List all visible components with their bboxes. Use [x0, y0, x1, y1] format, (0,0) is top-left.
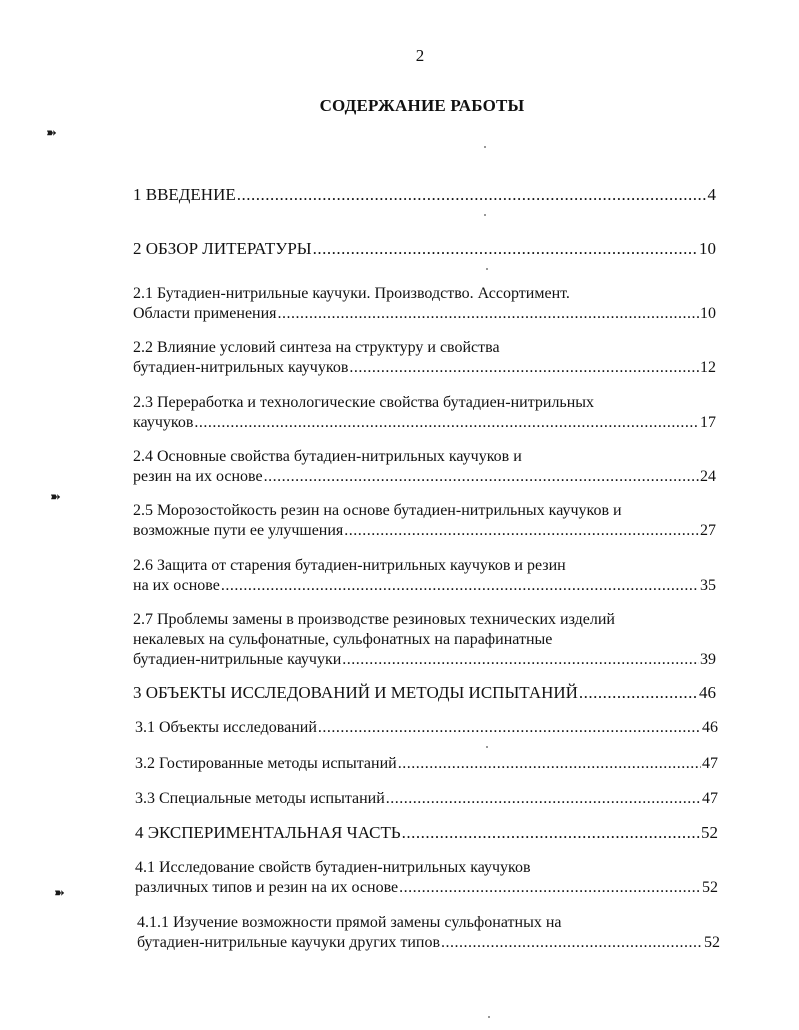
scan-dust-dot: [484, 146, 486, 148]
toc-entry[interactable]: [133, 556, 716, 596]
toc-entry[interactable]: [133, 447, 716, 487]
toc-entry-page: 39: [700, 651, 716, 668]
toc-entry-page: 12: [700, 359, 716, 376]
toc-entry-title: резин на их основе: [133, 468, 263, 485]
toc-entry-title: каучуков: [133, 414, 194, 431]
scan-speck-mark: ➽: [46, 126, 57, 141]
leader-dots: [344, 521, 699, 541]
toc-entry-title: возможные пути ее улучшения: [133, 522, 344, 539]
toc-entry[interactable]: [135, 718, 718, 738]
toc-entry-page: 47: [702, 790, 718, 807]
toc-entry-title: Области применения: [133, 305, 277, 322]
toc-entry-title-line: некалевых на сульфонатные, сульфонатных на парафинатные: [133, 631, 553, 648]
toc-entry-page: 17: [700, 414, 716, 431]
leader-dots: [386, 789, 701, 809]
leader-dots: [313, 239, 698, 259]
toc-entry[interactable]: [137, 913, 720, 953]
toc-entry[interactable]: [133, 610, 716, 670]
scan-dust-dot: [486, 746, 488, 748]
toc-entry-page: 35: [700, 577, 716, 594]
leader-dots: [398, 754, 701, 774]
toc-entry-page: 46: [699, 683, 716, 702]
toc-entry-page: 10: [700, 305, 716, 322]
leader-dots: [221, 576, 699, 596]
toc-entry-title-line: 2.2 Влияние условий синтеза на структуру и свойства: [133, 339, 500, 356]
scan-speck-mark: ➽: [54, 886, 65, 901]
scan-speck-mark: ➽: [50, 490, 61, 505]
toc-entry[interactable]: [133, 338, 716, 378]
toc-entry-page: 10: [699, 239, 716, 258]
toc-entry-title-line: 4.1 Исследование свойств бутадиен-нитрильных каучуков: [135, 859, 531, 876]
toc-entry-title: 4 ЭКСПЕРИМЕНТАЛЬНАЯ ЧАСТЬ: [135, 823, 401, 842]
toc-entry-title: 3.1 Объекты исследований: [135, 719, 317, 736]
toc-entry[interactable]: [133, 185, 716, 205]
toc-entry-title-line: 2.3 Переработка и технологические свойства бутадиен-нитрильных: [133, 394, 595, 411]
page-number: 2: [415, 46, 425, 65]
toc-entry[interactable]: [133, 284, 716, 324]
leader-dots: [278, 304, 699, 324]
toc-entry[interactable]: [133, 501, 716, 541]
toc-entry-title-line: 2.7 Проблемы замены в производстве резиновых технических изделий: [133, 611, 615, 628]
toc-entry-title-line: 4.1.1 Изучение возможности прямой замены сульфонатных на: [137, 914, 562, 931]
toc-entry-title: бутадиен-нитрильные каучуки: [133, 651, 342, 668]
scan-dust-dot: [484, 214, 486, 216]
toc-entry[interactable]: [133, 239, 716, 259]
toc-entry-title: 3.2 Гостированные методы испытаний: [135, 755, 397, 772]
toc-entry[interactable]: [135, 823, 718, 843]
toc-entry-title-line: 2.5 Морозостойкость резин на основе бутадиен-нитрильных каучуков и: [133, 502, 622, 519]
leader-dots: [402, 823, 700, 843]
toc-entry-page: 52: [702, 879, 718, 896]
toc-entry-title: на их основе: [133, 577, 220, 594]
toc-entry-page: 24: [700, 468, 716, 485]
toc-entry-title: бутадиен-нитрильные каучуки других типов: [137, 934, 441, 951]
leader-dots: [349, 358, 699, 378]
toc-entry-title: 3.3 Специальные методы испытаний: [135, 790, 385, 807]
leader-dots: [318, 718, 701, 738]
scan-dust-dot: [486, 268, 488, 270]
toc-entry-page: 46: [702, 719, 718, 736]
toc-entry-title: 1 ВВЕДЕНИЕ: [133, 185, 236, 204]
toc-entry-title: различных типов и резин на их основе: [135, 879, 399, 896]
toc-entry-page: 27: [700, 522, 716, 539]
toc-entry-page: 4: [707, 185, 716, 204]
toc-entry-page: 52: [704, 934, 720, 951]
toc-entry-page: 47: [702, 755, 718, 772]
scan-dust-dot: [488, 1016, 490, 1018]
leader-dots: [399, 878, 701, 898]
toc-entry-title-line: 2.1 Бутадиен-нитрильные каучуки. Производство. Ассортимент.: [133, 285, 570, 302]
toc-entry[interactable]: [135, 789, 718, 809]
toc-entry-title: 2 ОБЗОР ЛИТЕРАТУРЫ: [133, 239, 312, 258]
toc-entry[interactable]: [133, 393, 716, 433]
toc-entry[interactable]: [135, 754, 718, 774]
page-title: СОДЕРЖАНИЕ РАБОТЫ: [319, 96, 525, 115]
leader-dots: [237, 185, 707, 205]
leader-dots: [194, 413, 699, 433]
leader-dots: [441, 933, 703, 953]
toc-entry-title: 3 ОБЪЕКТЫ ИССЛЕДОВАНИЙ И МЕТОДЫ ИСПЫТАНИЙ: [133, 683, 578, 702]
toc-entry-page: 52: [701, 823, 718, 842]
toc-entry[interactable]: [135, 858, 718, 898]
leader-dots: [264, 467, 699, 487]
toc-entry-title: бутадиен-нитрильных каучуков: [133, 359, 349, 376]
toc-entry[interactable]: [133, 683, 716, 703]
leader-dots: [579, 683, 698, 703]
leader-dots: [342, 650, 699, 670]
toc-entry-title-line: 2.6 Защита от старения бутадиен-нитрильных каучуков и резин: [133, 557, 566, 574]
toc-entry-title-line: 2.4 Основные свойства бутадиен-нитрильных каучуков и: [133, 448, 522, 465]
